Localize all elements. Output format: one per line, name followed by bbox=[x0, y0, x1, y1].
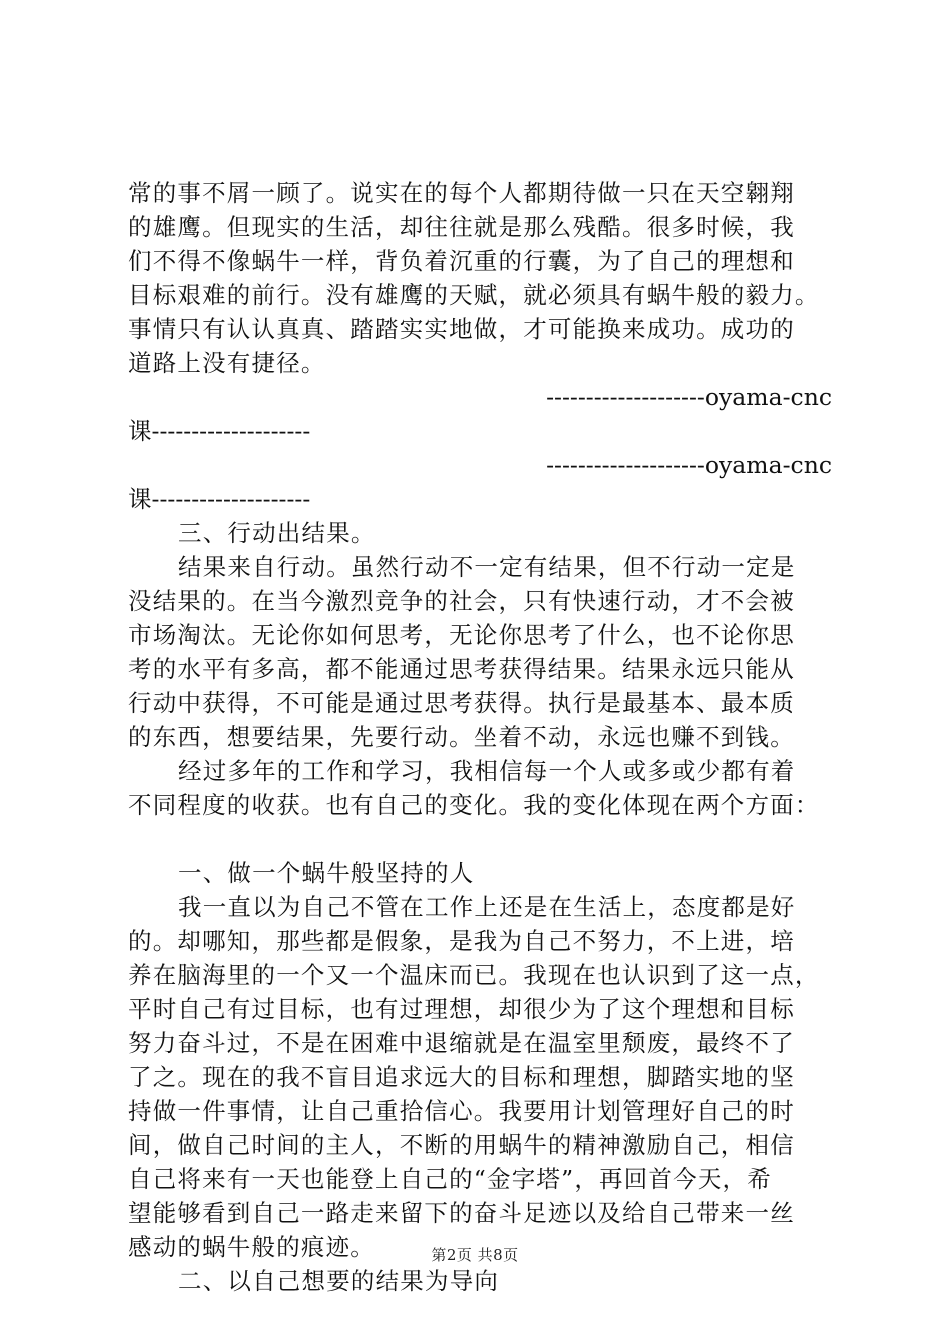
text-line: 二、以自己想要的结果为导向 bbox=[178, 1267, 500, 1295]
text-line: 课-------------------- bbox=[128, 417, 311, 445]
text-line: --------------------oyama-cnc bbox=[546, 451, 832, 479]
text-line: 一、做一个蜗牛般坚持的人 bbox=[178, 859, 475, 887]
text-line: 道路上没有捷径。 bbox=[128, 349, 326, 377]
text-line: 考的水平有多高，都不能通过思考获得结果。结果永远只能从 bbox=[128, 655, 795, 683]
page-footer: 第2页 共8页 bbox=[431, 1246, 519, 1264]
text-line: 不同程度的收获。也有自己的变化。我的变化体现在两个方面： bbox=[128, 791, 820, 819]
text-line: 没结果的。在当今激烈竞争的社会，只有快速行动，才不会被 bbox=[128, 587, 795, 615]
text-line: 养在脑海里的一个又一个温床而已。我现在也认识到了这一点， bbox=[128, 961, 820, 989]
blank-line bbox=[128, 822, 840, 856]
text-line: 平时自己有过目标，也有过理想，却很少为了这个理想和目标 bbox=[128, 995, 795, 1023]
text-line: 常的事不屑一顾了。说实在的每个人都期待做一只在天空翱翔 bbox=[128, 179, 795, 207]
text-line: 经过多年的工作和学习，我相信每一个人或多或少都有着 bbox=[178, 757, 796, 785]
text-line: 事情只有认认真真、踏踏实实地做，才可能换来成功。成功的 bbox=[128, 315, 795, 343]
text-line: 市场淘汰。无论你如何思考，无论你思考了什么，也不论你思 bbox=[128, 621, 795, 649]
text-line: 间，做自己时间的主人，不断的用蜗牛的精神激励自己，相信 bbox=[128, 1131, 795, 1159]
text-line: 行动中获得，不可能是通过思考获得。执行是最基本、最本质 bbox=[128, 689, 795, 717]
text-line: 感动的蜗牛般的痕迹。 bbox=[128, 1233, 375, 1261]
text-line: 我一直以为自己不管在工作上还是在生活上，态度都是好 bbox=[178, 893, 796, 921]
text-line: 的。却哪知，那些都是假象，是我为自己不努力，不上进，培 bbox=[128, 927, 795, 955]
text-line: --------------------oyama-cnc bbox=[546, 383, 832, 411]
text-line: 努力奋斗过，不是在困难中退缩就是在温室里颓废，最终不了 bbox=[128, 1029, 795, 1057]
text-line: 了之。现在的我不盲目追求远大的目标和理想，脚踏实地的坚 bbox=[128, 1063, 795, 1091]
text-line: 三、行动出结果。 bbox=[178, 519, 376, 547]
text-line: 自己将来有一天也能登上自己的“金字塔”，再回首今天，希 bbox=[128, 1165, 772, 1193]
text-line: 目标艰难的前行。没有雄鹰的天赋，就必须具有蜗牛般的毅力。 bbox=[128, 281, 820, 309]
document-body bbox=[128, 176, 840, 1298]
text-line: 的东西，想要结果，先要行动。坐着不动，永远也赚不到钱。 bbox=[128, 723, 795, 751]
text-line: 持做一件事情，让自己重拾信心。我要用计划管理好自己的时 bbox=[128, 1097, 795, 1125]
text-line: 结果来自行动。虽然行动不一定有结果，但不行动一定是 bbox=[178, 553, 796, 581]
text-line: 的雄鹰。但现实的生活，却往往就是那么残酷。很多时候，我 bbox=[128, 213, 795, 241]
text-line: 课-------------------- bbox=[128, 485, 311, 513]
text-line: 们不得不像蜗牛一样，背负着沉重的行囊，为了自己的理想和 bbox=[128, 247, 795, 275]
text-line: 望能够看到自己一路走来留下的奋斗足迹以及给自己带来一丝 bbox=[128, 1199, 795, 1227]
